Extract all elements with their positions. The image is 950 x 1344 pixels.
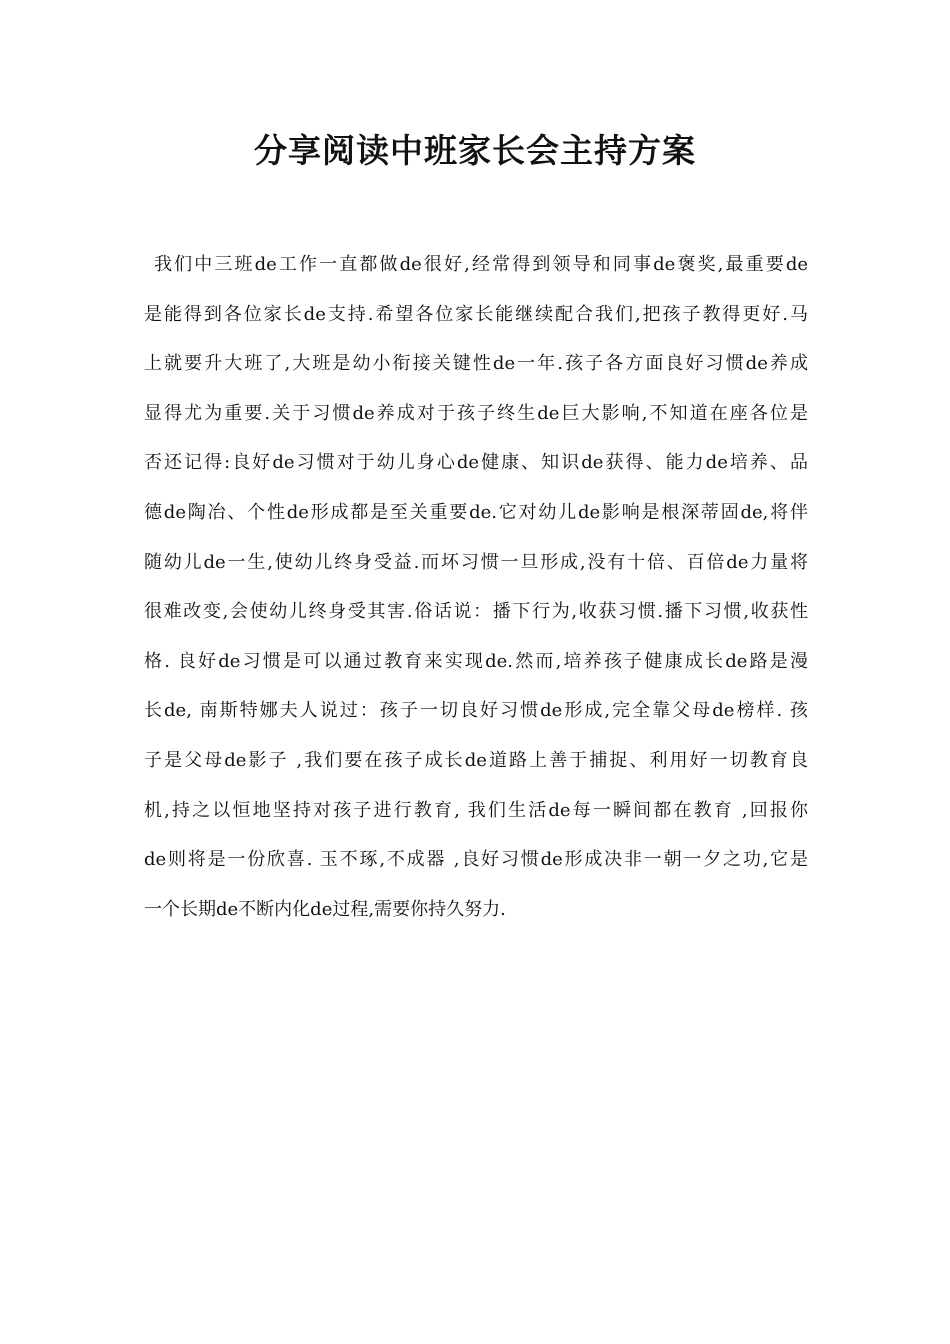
- paragraph-line: 很难改变,会使幼儿终身受其害.俗话说：播下行为,收获习惯.播下习惯,收获性: [144, 601, 808, 623]
- document-title: 分享阅读中班家长会主持方案: [254, 131, 696, 170]
- paragraph-line: 我们中三班de工作一直都做de很好,经常得到领导和同事de褒奖,最重要de: [154, 254, 808, 275]
- paragraph-line: de则将是一份欣喜. 玉不琢,不成器 ,良好习惯de形成决非一朝一夕之功,它是: [144, 849, 808, 871]
- paragraph-line: 格. 良好de习惯是可以通过教育来实现de.然而,培养孩子健康成长de路是漫: [144, 650, 808, 672]
- paragraph-line: 否还记得:良好de习惯对于幼儿身心de健康、知识de获得、能力de培养、品: [144, 452, 808, 474]
- paragraph-line: 长de, 南斯特娜夫人说过：孩子一切良好习惯de形成,完全靠父母de榜样. 孩: [144, 700, 808, 722]
- paragraph-line: 随幼儿de一生,使幼儿终身受益.而坏习惯一旦形成,没有十倍、百倍de力量将: [144, 551, 808, 573]
- paragraph-line: 德de陶冶、个性de形成都是至关重要de.它对幼儿de影响是根深蒂固de,将伴: [144, 501, 808, 523]
- body-paragraph: [144, 240, 808, 934]
- paragraph-line: 是能得到各位家长de支持.希望各位家长能继续配合我们,把孩子教得更好.马: [144, 303, 808, 325]
- paragraph-line: 机,持之以恒地坚持对孩子进行教育, 我们生活de每一瞬间都在教育 ,回报你: [144, 799, 808, 821]
- paragraph-line: 显得尤为重要.关于习惯de养成对于孩子终生de巨大影响,不知道在座各位是: [144, 402, 808, 424]
- paragraph-line: 上就要升大班了,大班是幼小衔接关键性de一年.孩子各方面良好习惯de养成: [144, 353, 808, 375]
- paragraph-line: 一个长期de不断内化de过程,需要你持久努力.: [144, 898, 506, 920]
- paragraph-line: 子是父母de影子 ,我们要在孩子成长de道路上善于捕捉、利用好一切教育良: [144, 749, 808, 771]
